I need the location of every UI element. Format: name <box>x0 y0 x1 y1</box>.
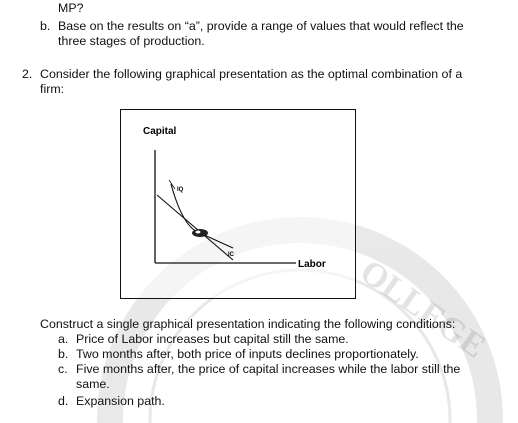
isocost-line <box>157 195 233 260</box>
optimal-point-highlight <box>196 231 201 234</box>
optimal-point <box>192 229 208 237</box>
item-b-marker: b. <box>58 347 69 361</box>
item-d-text: Expansion path. <box>76 394 165 408</box>
item-c-text: Five months after, the price of capital increases while the labor still the <box>76 362 461 376</box>
q1-item-b-text: Base on the results on “a”, provide a range of values that would reflect the <box>58 19 464 33</box>
x-axis-label: Labor <box>298 259 326 270</box>
seal-watermark-text: OLLEGE <box>353 252 493 366</box>
isoquant-label: IQ <box>177 187 184 193</box>
isoquant-curve <box>171 184 233 248</box>
q1-item-b-text-2: three stages of production. <box>58 34 205 48</box>
item-a-text: Price of Labor increases but capital still the same. <box>76 332 349 346</box>
q1-line: MP? <box>58 1 84 15</box>
q1-item-b-marker: b. <box>40 19 51 33</box>
figure-optimal-combination <box>120 109 356 299</box>
isocost-label: IC <box>228 252 234 258</box>
q2-number: 2. <box>22 67 33 81</box>
item-b-text: Two months after, both price of inputs declines proportionately. <box>76 347 419 361</box>
construct-intro: Construct a single graphical presentation indicating the following conditions: <box>40 317 456 331</box>
q2-text: Consider the following graphical presentation as the optimal combination of a <box>40 67 463 81</box>
item-a-marker: a. <box>58 332 69 346</box>
q2-text-2: firm: <box>40 82 65 96</box>
isoquant-isocost-graph <box>121 110 357 300</box>
item-c-marker: c. <box>58 362 68 376</box>
item-c-text-2: same. <box>76 377 110 391</box>
item-d-marker: d. <box>58 394 69 408</box>
y-axis-label: Capital <box>143 126 177 137</box>
